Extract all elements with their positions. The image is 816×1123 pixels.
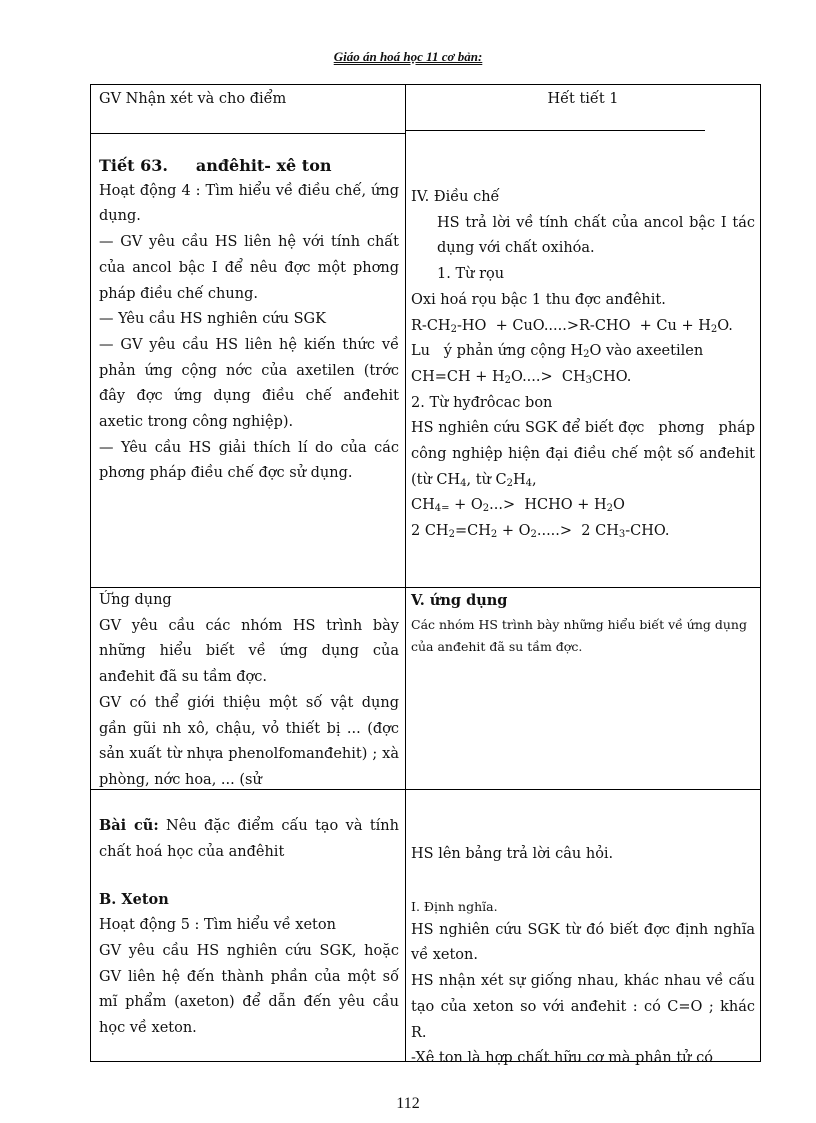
row4-right-cell (411, 842, 755, 1072)
paragraph: GV yêu cầu các nhóm HS trình bày những hiểu biết về ứng dụng của anđehit đã su tầm đợc. (99, 617, 399, 686)
row-divider-1-left (91, 133, 405, 134)
paragraph: — Yêu cầu HS nghiên cứu SGK (99, 311, 326, 328)
end-of-period: Hết tiết 1 (547, 91, 619, 107)
review-question: Bài cũ: Nêu đặc điểm cấu tạo và tính chất hoá học của anđêhit (99, 817, 399, 860)
paragraph: Lu ý phản ứng cộng $H_2O$ vào axeetilen (411, 343, 704, 361)
paragraph: HS trả lời về tính chất của ancol bậc I tác dụng với chất oxihóa. (437, 214, 755, 257)
teacher-remark: GV Nhận xét và cho điểm (99, 91, 287, 107)
section-heading: I. Định nghĩa. (411, 898, 498, 914)
equation: 2 $CH_2=CH_2 + O_2.....> 2$ $CH_3$-CHO. (411, 523, 670, 541)
equation: $CH_{4=} + O_2...>$ HCHO + $H_2O$ (411, 497, 625, 515)
column-divider (405, 85, 406, 1061)
row-divider-1-right (405, 130, 705, 131)
paragraph: — Yêu cầu HS giải thích lí do của các phơng pháp điều chế đợc sử dụng. (99, 439, 399, 482)
row1-right-cell (411, 87, 755, 113)
paragraph: Các nhóm HS trình bày những hiểu biết về ứng dụng của anđehit đã su tầm đợc. (411, 616, 747, 654)
paragraph: — GV yêu cầu HS liên hệ với tính chất của ancol bậc I để nêu đợc một phơng pháp điều chế chung. (99, 234, 399, 302)
paragraph: HS nghiên cứu SGK từ đó biết đợc định nghĩa về xeton. (411, 921, 755, 964)
row3-left-cell (99, 588, 399, 794)
equation: $R-CH_2-HO + CuO.....>R-CHO + Cu + H_2O$. (411, 317, 733, 335)
paragraph: HS lên bảng trả lời câu hỏi. (411, 846, 614, 862)
activity-5: Hoạt động 5 : Tìm hiểu về xeton (99, 917, 336, 934)
section-heading: V. ứng dụng (411, 592, 508, 609)
page-header: Giáo án hoá học 11 cơ bản: (333, 49, 483, 64)
lesson-title: Tiết 63. anđêhit- xê ton (99, 156, 332, 175)
row4-left-cell (99, 813, 399, 1042)
activity-4: Hoạt động 4 : Tìm hiểu về điều chế, ứng dụng. (99, 182, 399, 225)
paragraph: Oxi hoá rọu bậc 1 thu đợc anđêhit. (411, 291, 666, 308)
paragraph: HS nhận xét sự giống nhau, khác nhau về cấu tạo của xeton so với anđehit : có C=O ; khác R. (411, 973, 755, 1041)
lesson-table (90, 84, 761, 1067)
row2-left-cell (99, 153, 399, 487)
subheading: 1. Từ rọu (437, 266, 505, 283)
equation: $CH=CH + H_2O....> CH_3CHO$. (411, 368, 632, 386)
row1-left-cell (99, 87, 399, 113)
section-heading: Ứng dụng (99, 592, 172, 608)
page-number: 112 (396, 1095, 420, 1112)
row3-right-cell (411, 588, 755, 658)
subheading: 2. Từ hyđrôcac bon (411, 394, 553, 411)
paragraph: GV có thể giới thiệu một số vật dụng gần gũi nh xô, chậu, vỏ thiết bị ... (đợc sản xuất từ nhựa phenolfomanđehit) ; xà phòng, nớc hoa, ... (sử (99, 694, 399, 788)
row2-right-cell (411, 185, 755, 545)
section-heading: B. Xeton (99, 891, 169, 909)
paragraph: -Xê ton là hợp chất hữu cơ mà phân tử có (411, 1050, 713, 1067)
section-heading: IV. Điều chế (411, 189, 500, 205)
paragraph: HS nghiên cứu SGK để biết đợc phơng pháp công nghiệp hiện đại điều chế một số anđehit (từ $CH_4$, từ $C_2H_4$, (411, 420, 755, 489)
paragraph: — GV yêu cầu HS liên hệ kiến thức về phản ứng cộng nớc của axetilen (trớc đây đợc ứng dụng điều chế anđehit axetic trong công nghiệp). (99, 336, 399, 431)
paragraph: GV yêu cầu HS nghiên cứu SGK, hoặc GV liên hệ đến thành phần của một số mĩ phẩm (axeton) để dẫn đến yêu cầu học về xeton. (99, 942, 399, 1036)
